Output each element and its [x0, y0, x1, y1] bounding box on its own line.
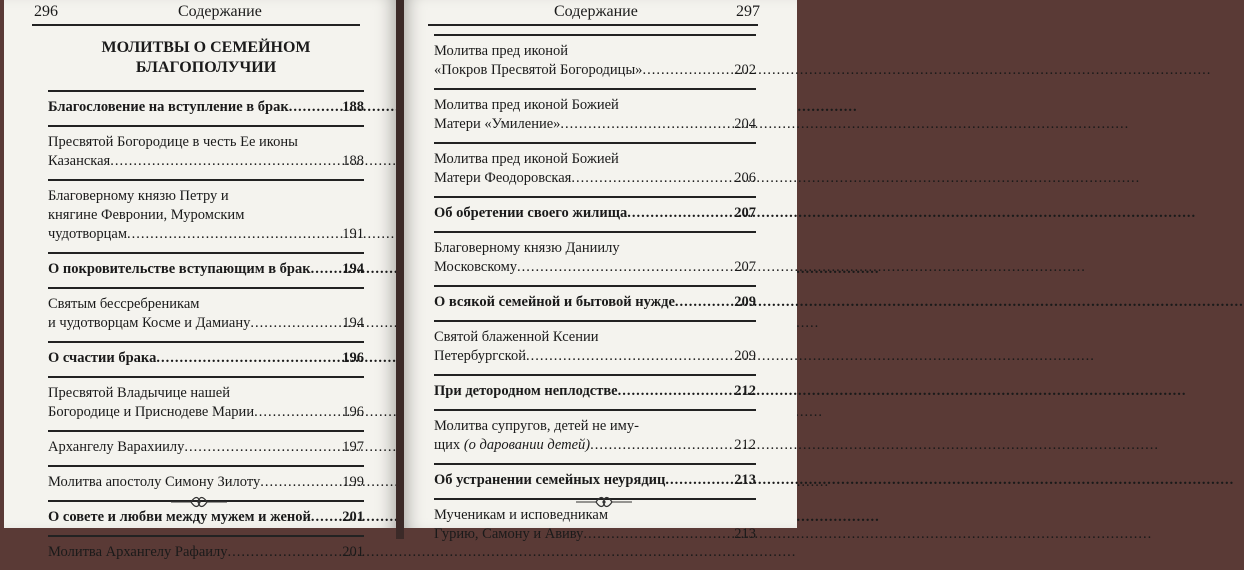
header-rule — [428, 24, 758, 26]
entry-title — [434, 293, 675, 312]
entry-page-number: 213 — [734, 472, 756, 488]
page-number: 296 — [34, 3, 58, 20]
toc-heading-entry[interactable] — [48, 92, 364, 125]
entry-page-number: 212 — [734, 383, 756, 399]
entry-title — [434, 436, 590, 455]
entry-text-line: Пресвятой Владычице нашей — [48, 385, 230, 401]
ornament-icon — [169, 494, 229, 510]
entry-title-text: чудотворцам — [48, 226, 128, 242]
entry-title-text: О совете и любви между мужем и женой — [48, 509, 311, 525]
entry-page-number: 194 — [342, 261, 364, 277]
left-page — [4, 0, 396, 560]
entry-title — [434, 382, 618, 401]
entry-page-number: 207 — [734, 259, 756, 275]
dot-leader — [156, 349, 342, 368]
entry-page-number: 206 — [734, 170, 756, 186]
dot-leader — [127, 225, 342, 244]
entry-title-text: О покровительстве вступающим в брак — [48, 261, 311, 277]
entry-title — [48, 438, 184, 457]
dot-leader — [517, 258, 734, 277]
entry-page-number: 213 — [734, 526, 756, 542]
entry-title-text: Молитва апостолу Симону Зилоту — [48, 474, 261, 490]
dot-leader — [642, 61, 734, 80]
entry-title — [434, 258, 517, 277]
toc-heading-entry[interactable] — [48, 343, 364, 376]
toc-entry[interactable] — [48, 378, 364, 430]
entry-text-line: Пресвятой Богородице в честь Ее иконы — [48, 134, 298, 150]
entry-title — [48, 473, 260, 492]
dot-leader — [618, 382, 735, 401]
entry-page-number: 209 — [734, 294, 756, 310]
toc-heading-entry[interactable] — [434, 376, 756, 409]
entry-text-line: Молитва пред иконой Божией — [434, 151, 619, 167]
dot-leader — [560, 115, 734, 134]
toc-heading-entry[interactable] — [434, 287, 756, 320]
entry-page-number: 202 — [734, 62, 756, 78]
entry-text-line: княгине Февронии, Муромским — [48, 207, 245, 223]
entry-title — [434, 525, 583, 544]
entry-page-number: 188 — [342, 99, 364, 115]
entry-page-number: 204 — [734, 116, 756, 132]
entry-title-text: Казанская — [48, 153, 111, 169]
entry-title — [48, 314, 250, 333]
section-title-line: БЛАГОПОЛУЧИИ — [135, 59, 277, 76]
entry-title-text: О всякой семейной и бытовой нужде — [434, 294, 675, 310]
running-header: Содержание — [554, 3, 638, 20]
entry-title-text: Молитва Архангелу Рафаилу — [48, 544, 228, 560]
entry-title — [48, 225, 127, 244]
entry-title — [434, 169, 571, 188]
dot-leader — [311, 508, 342, 527]
dot-leader — [627, 204, 734, 223]
entry-title-text: Благословение на вступление в брак — [48, 99, 289, 115]
dot-leader — [289, 98, 343, 117]
entry-title-text: Петербургской — [434, 348, 526, 364]
entry-title-text: щих — [434, 437, 464, 453]
section-title — [48, 38, 364, 78]
entry-text-line: Молитва пред иконой — [434, 43, 568, 59]
dot-leader — [583, 525, 734, 544]
toc-entry[interactable] — [434, 411, 756, 463]
entry-title — [434, 204, 627, 223]
entry-text-line: Благоверному князю Даниилу — [434, 240, 620, 256]
dot-leader — [250, 314, 342, 333]
entry-title-text: Богородице и Приснодеве Марии — [48, 404, 255, 420]
dot-leader — [228, 543, 343, 562]
toc-entry[interactable] — [48, 127, 364, 179]
right-page — [404, 0, 797, 542]
dot-leader — [571, 169, 734, 188]
toc-heading-entry[interactable] — [48, 254, 364, 287]
dot-leader — [254, 403, 342, 422]
entry-page-number: 209 — [734, 348, 756, 364]
toc-entry[interactable] — [434, 322, 756, 374]
dot-leader — [590, 436, 734, 455]
toc-entry[interactable] — [48, 181, 364, 252]
entry-title-text: Гурию, Самону и Авиву — [434, 526, 584, 542]
dot-leader — [526, 347, 734, 366]
running-header: Содержание — [178, 3, 262, 20]
entry-text-line: Молитва супругов, детей не иму- — [434, 418, 639, 434]
entry-title-text: Об обретении своего жилища — [434, 205, 628, 221]
entry-title-text: «Покров Пресвятой Богородицы» — [434, 62, 643, 78]
section-title-line: МОЛИТВЫ О СЕМЕЙНОМ — [101, 39, 311, 56]
entry-title — [48, 508, 311, 527]
entry-title-italic: (о даровании детей) — [463, 437, 591, 453]
dot-leader — [184, 438, 342, 457]
toc-entry[interactable] — [434, 36, 756, 88]
toc-entry[interactable] — [434, 144, 756, 196]
entry-page-number: 201 — [342, 544, 364, 560]
entry-page-number: 194 — [342, 315, 364, 331]
dot-leader — [260, 473, 342, 492]
dot-leader — [311, 260, 343, 279]
toc-entry[interactable] — [48, 432, 364, 465]
entry-text-line: Благоверному князю Петру и — [48, 188, 229, 204]
toc-list — [434, 34, 756, 552]
entry-title — [434, 115, 560, 134]
entry-page-number: 199 — [342, 474, 364, 490]
entry-title — [48, 543, 228, 562]
entry-page-number: 212 — [734, 437, 756, 453]
entry-title-text: Московскому — [434, 259, 518, 275]
toc-entry[interactable] — [434, 233, 756, 285]
toc-heading-entry[interactable] — [434, 198, 756, 231]
toc-entry[interactable] — [434, 90, 756, 142]
entry-title — [434, 347, 526, 366]
entry-title — [48, 403, 254, 422]
entry-page-number: 197 — [342, 439, 364, 455]
dot-leader — [675, 293, 734, 312]
entry-text-line: Молитва пред иконой Божией — [434, 97, 619, 113]
entry-title-text: При детородном неплодстве — [434, 383, 618, 399]
entry-title — [434, 471, 665, 490]
entry-title-text: О счастии брака — [48, 350, 157, 366]
page-number: 297 — [736, 3, 760, 20]
entry-title-text: Матери «Умиление» — [434, 116, 561, 132]
header-rule — [32, 24, 360, 26]
book-gutter — [396, 0, 404, 539]
entry-title — [48, 349, 156, 368]
entry-page-number: 196 — [342, 404, 364, 420]
entry-title — [48, 260, 311, 279]
entry-title — [48, 152, 110, 171]
toc-entry[interactable] — [48, 289, 364, 341]
entry-page-number: 196 — [342, 350, 364, 366]
entry-title-text: Матери Феодоровская — [434, 170, 572, 186]
entry-page-number: 188 — [342, 153, 364, 169]
entry-title-text: и чудотворцам Косме и Дамиану — [48, 315, 251, 331]
toc-entry[interactable] — [48, 537, 364, 570]
entry-text-line: Святым бессребреникам — [48, 296, 200, 312]
entry-title — [48, 98, 289, 117]
toc-list — [48, 34, 364, 570]
entry-page-number: 201 — [342, 509, 364, 525]
entry-text-line: Святой блаженной Ксении — [434, 329, 599, 345]
entry-page-number: 191 — [342, 226, 364, 242]
dot-leader — [110, 152, 342, 171]
entry-text-line: Мученикам и исповедникам — [434, 507, 609, 523]
ornament-icon — [574, 494, 634, 510]
entry-title — [434, 61, 642, 80]
entry-title-text: Архангелу Варахиилу — [48, 439, 185, 455]
dot-leader — [665, 471, 734, 490]
entry-title-text: Об устранении семейных неурядиц — [434, 472, 666, 488]
entry-page-number: 207 — [734, 205, 756, 221]
